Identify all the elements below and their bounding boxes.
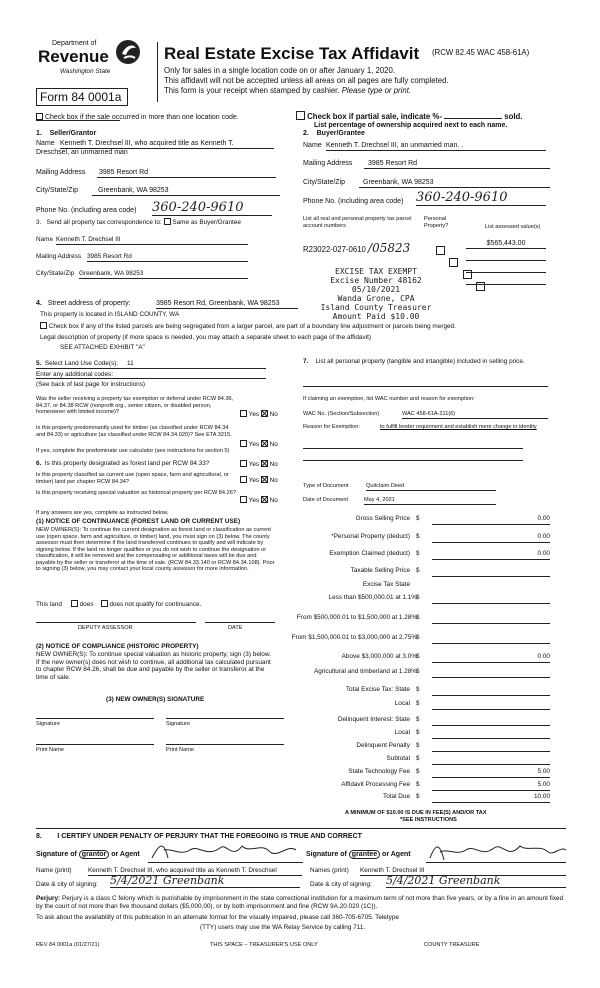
seller-city-field[interactable]: Greenbank, WA 98253 <box>92 187 280 196</box>
fee-row: Delinquent Penalty $ <box>300 742 550 752</box>
fee-value[interactable] <box>432 668 550 678</box>
fee-row: Affidavit Processing Fee $ 5.00 <box>300 781 550 791</box>
date-label: DATE <box>228 625 243 631</box>
owner-print-line-2[interactable] <box>166 744 284 745</box>
personal-prop-checkbox-2[interactable] <box>449 258 458 267</box>
assessed-value-2[interactable] <box>466 260 546 261</box>
question-5: Is this property receiving special valuation as historical property per RCW 84.26? <box>36 490 236 496</box>
owner-print-label-1: Print Name <box>36 747 64 753</box>
buyer-phone-field[interactable]: 360-240-9610 <box>416 190 546 206</box>
grantee-sig-line <box>426 862 566 863</box>
fee-value[interactable]: 10.00 <box>432 793 550 803</box>
fee-row: Less than $500,000.01 at 1.1% $ <box>300 594 550 604</box>
personal-prop-col-header: Personal Property? <box>424 216 449 229</box>
grantee-signature-label: Signature of grantee or Agent <box>306 851 411 858</box>
minimum-note: A MINIMUM OF $10.00 IS DUE IN FEE(S) AND/OR TAX <box>345 810 487 816</box>
q3-no-checkbox[interactable] <box>261 460 268 467</box>
grantor-signature[interactable] <box>150 838 300 864</box>
perjury-text: Perjury: Perjury is a class C felony which is punishable by imprisonment in the state correctional institution for a maximum term of not more than five years, or by a fine in an amount fixed by the court of not more than five thousand dollars ($5,000.00), or by both imprisonment and fine (RCW 9A.20.020 (1C)). <box>36 895 564 910</box>
assessed-value-1[interactable]: $565,443.00 <box>466 240 546 249</box>
personal-property-field[interactable] <box>303 386 548 387</box>
buyer-name-label: Name <box>303 142 322 149</box>
seller-mailing-label: Mailing Address <box>36 169 86 176</box>
seller-mailing-field[interactable]: 3985 Resort Rd <box>97 169 276 178</box>
continuance-body: NEW OWNER(S): To continue the current designation as forest land or classification as current use (open space, farm and agriculture, or timber) land, you must sign on (3) below. The county assessor must then determine if the land transferred continues to qualify and will indicate by signing below. If the land no longer qualifies or you do not wish to continue the designation or classification, it will be removed and the compensating or additional taxes will be due and payable by the seller or transferor at the time of sale. (RCW 84.33.140 or RCW 84.34.108). Prior to signing (3) below, you may contact your local county assessor for more information. <box>36 527 275 572</box>
fee-value[interactable] <box>432 594 550 604</box>
question-4-answers[interactable]: Yes No <box>240 476 278 485</box>
question-2-answers[interactable]: Yes No <box>240 440 278 449</box>
multiple-location-checkbox[interactable] <box>36 113 43 120</box>
grantor-date-field[interactable]: 5/4/2021 Greenbank <box>110 874 300 888</box>
buyer-name-field[interactable]: Kenneth T. Drechsel III, an unmarried man. . <box>326 142 546 151</box>
fee-row: From $500,000.01 to $1,500,000 at 1.28% $ <box>300 614 550 624</box>
fee-value[interactable]: 0.00 <box>432 550 550 560</box>
fee-row: Agricultural and timberland at 1.28% $ <box>300 668 550 678</box>
stamp-line3: 05/10/2021 <box>351 285 401 294</box>
owner-sig-label-2: Signature <box>166 721 190 727</box>
continuance-qualify: This land does does not qualify for continuance. <box>36 601 202 608</box>
buyer-mailing-label: Mailing Address <box>303 160 353 167</box>
fee-row: Gross Selling Price $ 0.00 <box>300 515 550 525</box>
dept-line2: Revenue <box>38 47 109 66</box>
fee-row: Local $ <box>300 729 550 739</box>
fee-row: Taxable Selling Price $ <box>300 567 550 577</box>
land-use-heading: 5. Select Land Use Code(s): 11 <box>36 360 134 367</box>
dor-logo-icon <box>114 38 142 66</box>
fee-value[interactable] <box>432 634 550 644</box>
fee-value[interactable] <box>432 755 550 765</box>
q2-yes-checkbox[interactable] <box>240 440 247 447</box>
property-heading: 4. Street address of property: <box>36 300 131 307</box>
fee-value[interactable]: 5.00 <box>432 768 550 778</box>
seller-name-line2: Dreschsel, an unmarried man <box>36 149 128 156</box>
corr-city-field[interactable]: Greenbank, WA 98253 <box>79 270 248 279</box>
reason-line-3[interactable] <box>303 460 523 461</box>
assessed-value-3[interactable] <box>466 272 546 273</box>
dept-line3: Washington State <box>60 68 111 75</box>
fee-value[interactable]: 0.00 <box>432 653 550 663</box>
stamp-line2: Excise Number 48162 <box>330 276 422 285</box>
deputy-line[interactable] <box>36 622 196 623</box>
corr-name-field[interactable]: Kenneth T. Drechsel III <box>56 236 248 245</box>
assessed-value-4[interactable] <box>466 284 546 285</box>
fee-value[interactable] <box>432 716 550 726</box>
partial-sale-checkbox[interactable] <box>296 111 305 120</box>
grantor-sig-line <box>148 862 303 863</box>
fee-row: Exemption Claimed (deduct) $ 0.00 <box>300 550 550 560</box>
seller-name-label: Name <box>36 140 55 147</box>
seller-phone-label: Phone No. (including area code) <box>36 207 137 214</box>
reason-line-2[interactable] <box>303 448 523 449</box>
fee-value[interactable] <box>432 614 550 624</box>
partial-sale-check[interactable]: Check box if partial sale, indicate %- sold. <box>296 111 522 121</box>
seller-phone-field[interactable]: 360-240-9610 <box>152 200 272 216</box>
stamp-line1: EXCISE TAX EXEMPT <box>335 267 417 276</box>
fee-row: State Technology Fee $ 5.00 <box>300 768 550 778</box>
grantee-date-label: Date & city of signing: <box>310 881 372 888</box>
fee-row: Subtotal $ <box>300 755 550 765</box>
excise-stamp <box>316 267 436 321</box>
exemption-claim-label: If claiming an exemption, list WAC number and reason for exemption: <box>303 396 475 402</box>
if-any-yes: If any answers are yes, complete as instructed below. <box>36 510 169 516</box>
deputy-label: DEPUTY ASSESSOR <box>78 625 133 631</box>
fee-row: Above $3,000,000 at 3.0% $ 0.00 <box>300 653 550 663</box>
seller-city-label: City/State/Zip <box>36 187 79 194</box>
alternate-format: To ask about the availability of this publication in an alternate format for the visually impaired, please call 360-705-6705. Teletype <box>36 914 399 921</box>
exhibit-note: SEE ATTACHED EXHIBIT "A" <box>60 344 145 351</box>
q4-yes-checkbox[interactable] <box>240 476 247 483</box>
seller-name-field[interactable]: Kenneth T. Drechsel III, who acquired title as Kenneth T. <box>60 140 274 149</box>
segregated-checkbox[interactable] <box>40 322 47 329</box>
q1-no-checkbox[interactable] <box>261 410 268 417</box>
personal-property-heading: 7. List all personal property (tangible and intangible) included in selling price. <box>303 358 525 365</box>
grantee-date-field[interactable]: 5/4/2021 Greenbank <box>386 874 566 888</box>
grantor-name-label: Name (print) <box>36 867 72 874</box>
parcel-col-header: List all real and personal property tax parcel account numbers <box>303 216 412 229</box>
deputy-date-line[interactable] <box>205 622 275 623</box>
county-treasure: COUNTY TREASURE <box>424 942 480 948</box>
corr-mailing-field[interactable]: 3985 Resort Rd <box>87 253 248 262</box>
owner-print-line-1[interactable] <box>36 744 154 745</box>
grantor-name-field[interactable]: Kenneth T. Drechsel III, who acquired title as Kenneth T. Dreschsel <box>88 867 302 876</box>
owner-sig-label-1: Signature <box>36 721 60 727</box>
does-not-qualify-checkbox[interactable] <box>101 600 108 607</box>
question-1-answers[interactable]: Yes No <box>240 410 278 419</box>
header-divider <box>157 42 158 102</box>
grantee-name-label: Names (print) <box>310 867 349 874</box>
assessed-col-header: List assessed value(s) <box>485 224 541 230</box>
strike-line <box>36 120 120 121</box>
buyer-city-field[interactable]: Greenbank, WA 98253 <box>359 179 550 188</box>
question-3: 6. Is this property designated as forest land per RCW 84.33? <box>36 460 210 467</box>
certify-divider <box>36 828 566 829</box>
ownership-note: List percentage of ownership acquired next to each name. <box>314 122 508 129</box>
header-note-3: This form is your receipt when stamped by cashier. Please type or print. <box>164 86 412 95</box>
partial-sale-percent-field[interactable] <box>444 118 502 119</box>
corr-mailing-label: Mailing Address <box>36 253 82 260</box>
question-2: Is this property predominantly used for timber (as classified under RCW 84.34 and 84.33) or agriculture (as classified under RCW 84.34.020)? See ETA 3215. <box>36 425 232 438</box>
compliance-body: NEW OWNER(S): To continue special valuation as historic property, sign (3) below. If the new owner(s) does not wish to continue, all additional tax calculated pursuant to chapter RCW 84.26, shall be due and payable by the seller or transferor at the time of sale. <box>36 651 271 681</box>
correspondence-heading: 3. Send all property tax correspondence to: Same as Buyer/Grantee <box>36 219 241 226</box>
fee-value[interactable]: 0.00 <box>432 533 550 543</box>
q3-yes-checkbox[interactable] <box>240 460 247 467</box>
corr-name-label: Name <box>36 236 54 243</box>
fee-row: Excise Tax State <box>362 581 410 588</box>
reason-label: Reason for Exemption: <box>303 424 360 430</box>
wac-field[interactable]: WAC 458-61A-211(6) <box>402 411 548 419</box>
legal-description: Legal description of property (if more space is needed, you may attach a separate sheet to each page of the affidavit) <box>40 334 371 341</box>
stamp-line6: Amount Paid $10.00 <box>332 312 420 321</box>
form-revision: REV 84 0001a (01/27/21) <box>36 942 100 948</box>
compliance-heading: (2) NOTICE OF COMPLIANCE (HISTORIC PROPERTY) <box>36 643 199 650</box>
additional-codes-field[interactable] <box>36 378 266 379</box>
q5-yes-checkbox[interactable] <box>240 496 247 503</box>
fee-value[interactable] <box>432 729 550 739</box>
owner-print-label-2: Print Name <box>166 747 194 753</box>
buyer-heading: 2. Buyer/Grantee <box>303 130 365 137</box>
owner-sig-line-1[interactable] <box>36 718 154 719</box>
form-number: Form 84 0001a <box>40 90 122 104</box>
tty-note: (TTY) users may use the WA Relay Service by calling 711. <box>200 924 366 931</box>
certify-heading: 8. I CERTIFY UNDER PENALTY OF PERJURY THAT THE FOREGOING IS TRUE AND CORRECT <box>36 833 362 840</box>
buyer-mailing-field[interactable]: 3985 Resort Rd <box>364 160 550 169</box>
fee-value[interactable]: 0.00 <box>432 515 550 525</box>
does-qualify-checkbox[interactable] <box>71 600 78 607</box>
property-address-field[interactable]: 3985 Resort Rd, Greenbank, WA 98253 <box>156 300 298 309</box>
parcel-number[interactable]: R23022-027-0610 /05823 <box>303 241 411 255</box>
stamp-line4: Wanda Grone, CPA <box>337 294 415 303</box>
multiple-location-check[interactable]: Check box if the sale occurred in more than one location code. <box>36 113 239 122</box>
personal-prop-checkbox-1[interactable] <box>436 246 445 255</box>
fee-row: Local $ <box>300 700 550 710</box>
additional-codes-label: Enter any additional codes: <box>36 371 114 378</box>
wac-label: WAC No. (Section/Subsection) <box>303 411 380 417</box>
see-back-note: (See back of last page for instructions) <box>36 381 146 388</box>
header-note-1: Only for sales in a single location code on or after January 1, 2020. <box>164 66 396 75</box>
grantee-name-field[interactable]: Kenneth T. Drechsel III <box>360 867 566 876</box>
land-use-line <box>36 368 266 369</box>
property-located: This property is located in ISLAND COUNTY, WA <box>40 311 180 318</box>
fee-row: Delinquent Interest: State $ <box>300 716 550 726</box>
q5-no-checkbox[interactable] <box>261 496 268 503</box>
buyer-phone-label: Phone No. (including area code) <box>303 198 404 205</box>
grantor-signature-label: Signature of grantor or Agent <box>36 851 140 858</box>
fee-row: From $1,500,000.01 to $3,000,000 at 2.75% $ <box>300 634 550 644</box>
dor-logo <box>38 38 148 80</box>
doc-date-label: Date of Document <box>303 497 349 503</box>
fee-row: Total Excise Tax: State $ <box>300 686 550 696</box>
form-number-box <box>36 88 128 106</box>
continuance-heading: (1) NOTICE OF CONTINUANCE (FOREST LAND OR CURRENT USE) <box>36 518 241 525</box>
question-1: Was the seller receiving a property tax exemption or deferral under RCW 84.36, 84.37, or 84.38 RCW (nonprofit org., senior citizen, or disabled person, homeowner with limited income)? <box>36 396 234 415</box>
doc-type-label: Type of Document <box>303 483 349 489</box>
land-use-code: 11 <box>126 360 134 367</box>
question-3-answers[interactable]: Yes No <box>240 460 278 469</box>
header-note-2: This affidavit will not be accepted unless all areas on all pages are fully completed. <box>164 76 449 85</box>
fee-value[interactable] <box>432 686 550 696</box>
grantor-date-label: Date & city of signing: <box>36 881 98 888</box>
question-5-answers[interactable]: Yes No <box>240 496 278 505</box>
calc-note: If yes, complete the predominate use calculator (see instructions for section 5) <box>36 448 230 454</box>
fee-row: *Personal Property (deduct) $ 0.00 <box>300 533 550 543</box>
fee-row: Total Due $ 10.00 <box>300 793 550 803</box>
treasurer-space: THIS SPACE – TREASURER'S USE ONLY <box>210 942 318 948</box>
grantee-signature[interactable] <box>428 838 568 864</box>
fee-value[interactable] <box>432 742 550 752</box>
buyer-city-label: City/State/Zip <box>303 179 346 186</box>
doc-type-field[interactable]: Quitclaim Deed <box>366 483 496 491</box>
q2-no-checkbox[interactable] <box>261 440 268 447</box>
reason-field[interactable]: to fulfill lender requirment and establish mere change in identity <box>380 424 537 430</box>
fee-value[interactable] <box>432 567 550 577</box>
fee-value[interactable]: 5.00 <box>432 781 550 791</box>
new-owner-sig-heading: (3) NEW OWNER(S) SIGNATURE <box>106 696 205 703</box>
fee-value[interactable] <box>432 700 550 710</box>
corr-city-label: City/State/Zip <box>36 270 75 277</box>
q4-no-checkbox[interactable] <box>261 476 268 483</box>
owner-sig-line-2[interactable] <box>166 718 284 719</box>
question-4: Is this property classified as current use (open space, farm and agricultural, or timber) land per chapter RCW 84.34? <box>36 472 229 485</box>
same-as-buyer-checkbox[interactable] <box>164 218 171 225</box>
see-instructions: *SEE INSTRUCTIONS <box>400 817 457 823</box>
rcw-reference: (RCW 82.45 WAC 458-61A) <box>432 48 530 57</box>
q1-yes-checkbox[interactable] <box>240 410 247 417</box>
dept-line1: Department of <box>52 40 97 47</box>
seller-heading: 1. Seller/Grantor <box>36 130 97 137</box>
doc-date-field[interactable]: May 4, 2021 <box>364 497 496 505</box>
stamp-line5: Island County Treasurer <box>320 303 432 312</box>
page-title: Real Estate Excise Tax Affidavit <box>164 44 420 63</box>
segregated-check[interactable]: Check box if any of the listed parcels are being segregated from a larger parcel, are part of a boundary line adjustment or parcels being merged. <box>40 322 456 331</box>
